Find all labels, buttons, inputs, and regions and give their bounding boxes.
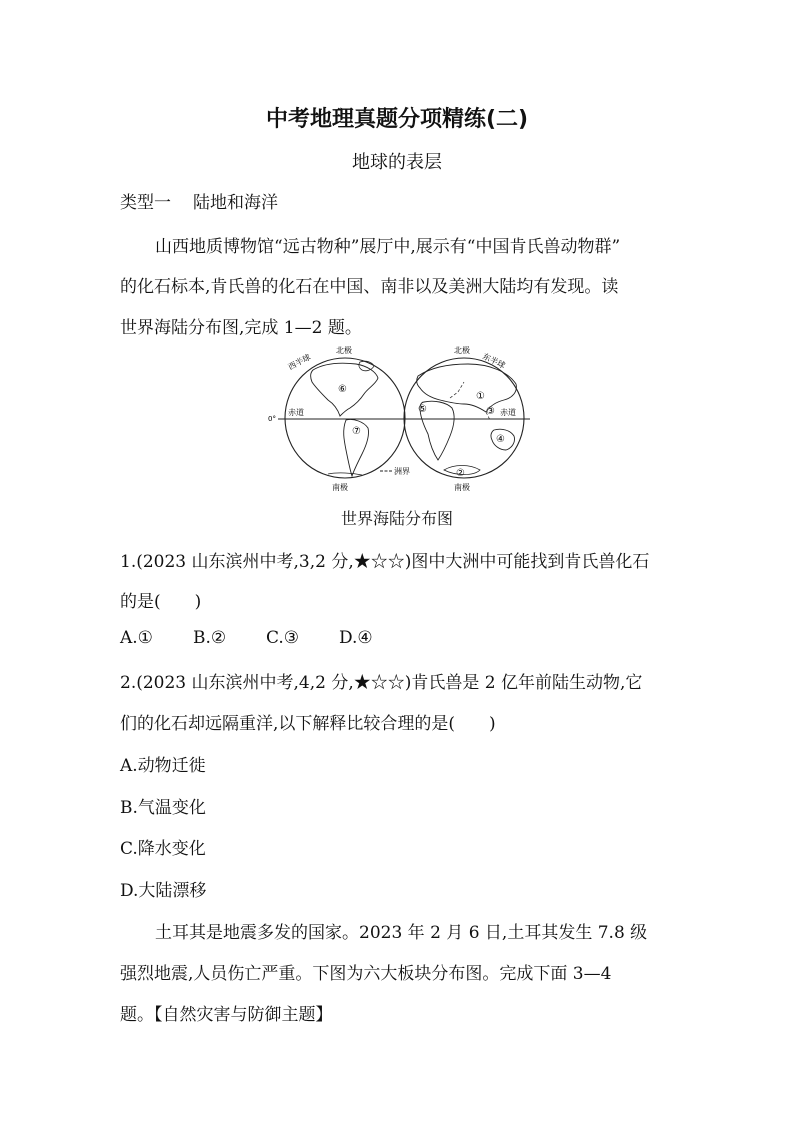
page-subtitle: 地球的表层 bbox=[352, 152, 442, 173]
section-name: 陆地和海洋 bbox=[193, 193, 278, 213]
south-pole-right-label: 南极 bbox=[454, 483, 470, 492]
q2-option-b[interactable]: B.气温变化 bbox=[120, 798, 206, 818]
marker-1: ① bbox=[476, 391, 485, 402]
q1-option-b[interactable]: B.② bbox=[193, 628, 227, 648]
q2-option-c[interactable]: C.降水变化 bbox=[120, 839, 206, 859]
western-hemisphere-circle bbox=[285, 358, 405, 478]
continent-boundary-dashes bbox=[450, 382, 464, 398]
q1-option-a[interactable]: A.① bbox=[120, 628, 153, 648]
world-map-figure bbox=[268, 342, 538, 497]
intro1-line-1: 山西地质博物馆“远古物种”展厅中,展示有“中国肯氏兽动物群” bbox=[155, 237, 621, 257]
east-hemisphere-label: 东半球 bbox=[481, 351, 507, 371]
marker-6: ⑥ bbox=[338, 384, 347, 395]
q1-line-1: 1.(2023 山东滨州中考,3,2 分,★☆☆)图中大洲中可能找到肯氏兽化石 bbox=[120, 552, 650, 572]
section-heading bbox=[120, 188, 278, 213]
marker-3: ③ bbox=[486, 406, 495, 417]
west-hemisphere-label: 西半球 bbox=[286, 352, 313, 372]
zero-degree-label: 0° bbox=[268, 415, 276, 423]
intro2-line-2: 强烈地震,人员伤亡严重。下图为六大板块分布图。完成下面 3—4 bbox=[120, 964, 612, 984]
eurasia-shape bbox=[417, 364, 517, 412]
intro2-line-3: 题。【自然灾害与防御主题】 bbox=[120, 1005, 333, 1025]
boundary-legend-label: 洲界 bbox=[394, 467, 410, 476]
intro1-line-2: 的化石标本,肯氏兽的化石在中国、南非以及美洲大陆均有发现。读 bbox=[120, 277, 619, 297]
marker-4: ④ bbox=[496, 434, 505, 445]
equator-right-label: 赤道 bbox=[500, 408, 516, 417]
q1-line-2: 的是( ) bbox=[120, 592, 202, 612]
intro2-line-1: 土耳其是地震多发的国家。2023 年 2 月 6 日,土耳其发生 7.8 级 bbox=[155, 923, 648, 943]
q2-option-a[interactable]: A.动物迁徙 bbox=[120, 756, 206, 776]
intro1-line-3: 世界海陆分布图,完成 1—2 题。 bbox=[120, 318, 362, 338]
map-caption: 世界海陆分布图 bbox=[340, 509, 453, 528]
north-pole-left-label: 北极 bbox=[336, 346, 352, 355]
q1-option-c[interactable]: C.③ bbox=[266, 628, 300, 648]
q2-line-2: 们的化石却远隔重洋,以下解释比较合理的是( ) bbox=[120, 714, 496, 734]
antarctica-west-shape bbox=[328, 473, 362, 475]
q2-line-1: 2.(2023 山东滨州中考,4,2 分,★☆☆)肯氏兽是 2 亿年前陆生动物,它 bbox=[120, 673, 643, 693]
north-pole-right-label: 北极 bbox=[454, 346, 470, 355]
marker-5: ⑤ bbox=[418, 404, 427, 415]
q1-option-d[interactable]: D.④ bbox=[339, 628, 373, 648]
q1-options bbox=[120, 628, 373, 648]
q2-option-d[interactable]: D.大陆漂移 bbox=[120, 881, 207, 901]
page-title: 中考地理真题分项精练(二) bbox=[265, 107, 529, 132]
greenland-shape bbox=[359, 361, 374, 371]
marker-2: ② bbox=[456, 468, 465, 479]
marker-7: ⑦ bbox=[352, 426, 361, 437]
south-pole-left-label: 南极 bbox=[332, 483, 348, 492]
equator-left-label: 赤道 bbox=[288, 408, 304, 417]
section-prefix: 类型一 bbox=[120, 193, 171, 213]
